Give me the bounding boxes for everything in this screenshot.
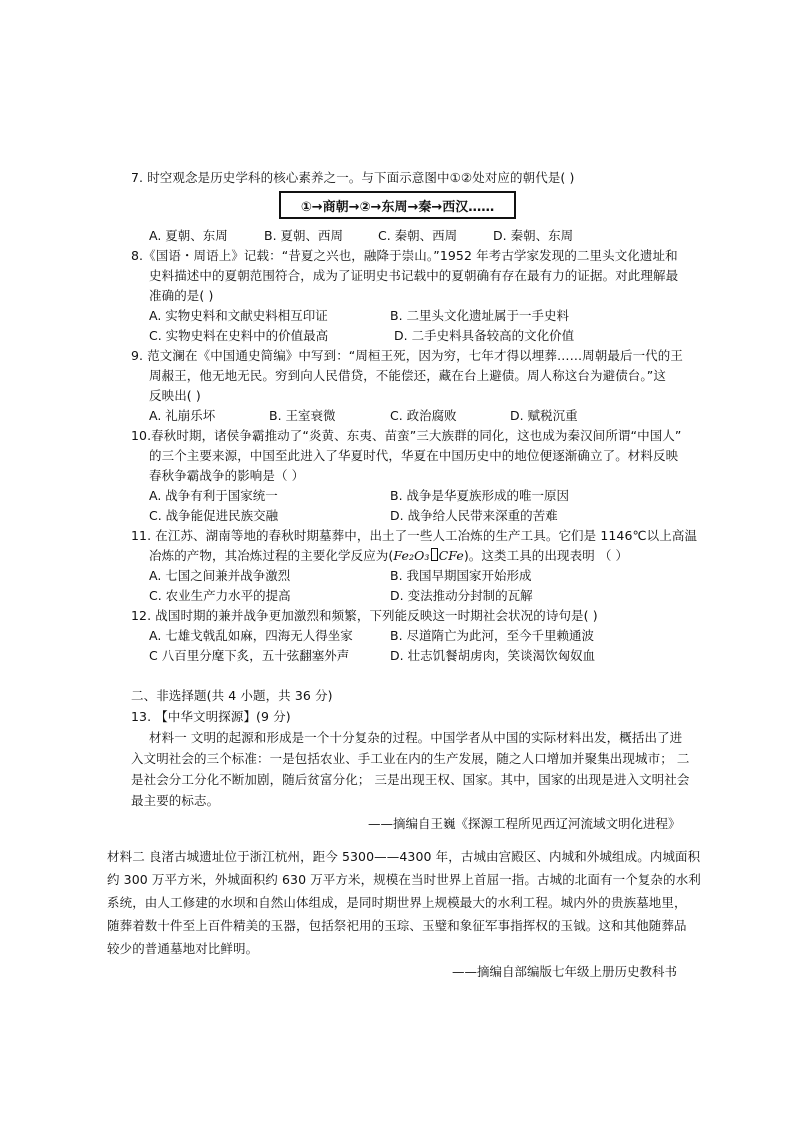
q8-option-c: C. 实物史料在史料中的价值最高: [149, 328, 329, 343]
q10-option-d: D. 战争给人民带来深重的苦难: [390, 508, 558, 523]
section2-title: 二、非选择题(共 4 小题，共 36 分): [131, 688, 333, 703]
material2-line-4: 随葬着数十件至上百件精美的玉器，包括祭祀用的玉琮、玉璧和象征军事指挥权的玉钺。这和其他随葬品: [107, 918, 687, 933]
q9-option-d: D. 赋税沉重: [510, 408, 578, 423]
q10-option-a: A. 战争有利于国家统一: [149, 488, 278, 503]
q7-diagram-box: [279, 191, 516, 219]
q8-line-3: 准确的是( ): [149, 288, 214, 303]
material2-source: ——摘编自部编版七年级上册历史教科书: [452, 964, 678, 979]
q10-option-b: B. 战争是华夏族形成的唯一原因: [390, 488, 570, 503]
q11-formula-b: CFe: [438, 548, 464, 563]
material2-line-2: 约 300 万平方米，外城面积约 630 万平方米，规模在当时世界上首屈一指。古城的北面有一个复杂的水利: [107, 872, 701, 887]
material1-source: ——摘编自王巍《探源工程所见西辽河流域文明化进程》: [368, 816, 681, 831]
q12-option-c: C 八百里分麾下炙，五十弦翻塞外声: [149, 648, 350, 663]
q9-line-3: 反映出( ): [149, 388, 201, 403]
q10-option-c: C. 战争能促进民族交融: [149, 508, 279, 523]
q11-line-1: 11. 在江苏、湖南等地的春秋时期墓葬中，出土了一些人工冶炼的生产工具。它们是 1146℃以上高温: [131, 528, 698, 543]
q11-line-2: [149, 548, 628, 564]
q12-option-a: A. 七雄戈戟乱如麻，四海无人得坐家: [149, 628, 353, 643]
q10-line-3: 春秋争霸战争的影响是（ ）: [149, 468, 305, 483]
q11-reaction-box: [431, 548, 438, 561]
q11-option-d: D. 变法推动分封制的瓦解: [390, 588, 533, 603]
q7-option-a: A. 夏朝、东周: [149, 228, 228, 243]
q8-option-d: D. 二手史料具备较高的文化价值: [394, 328, 575, 343]
q7-diagram-text: ①→商朝→②→东周→秦→西汉……: [300, 199, 495, 215]
material1-line-1: 材料一 文明的起源和形成是一个十分复杂的过程。中国学者从中国的实际材料出发，概括出了进: [149, 730, 683, 745]
material2-line-3: 系统，由人工修建的水坝和自然山体组成，是同时期世界上规模最大的水利工程。城内外的贵族墓地里，: [107, 895, 687, 910]
q12-option-b: B. 尽道隋亡为此河，至今千里赖通波: [390, 628, 595, 643]
q9-option-b: B. 王室衰微: [269, 408, 336, 423]
q11-option-c: C. 农业生产力水平的提高: [149, 588, 291, 603]
material1-line-2: 入文明社会的三个标准：一是包括农业、手工业在内的生产发展，随之人口增加并聚集出现城市； 二: [131, 751, 690, 766]
q11-line-2-prefix: 冶炼的产物，其冶炼过程的主要化学反应为(: [149, 548, 394, 563]
q9-line-1: 9. 范文澜在《中国通史简编》中写到：“周桓王死，因为穷，七年才得以埋葬……周朝最后一代的王: [131, 348, 683, 363]
q9-option-a: A. 礼崩乐坏: [149, 408, 216, 423]
q8-line-1: 8.《国语・周语上》记载：“昔夏之兴也，融降于崇山。”1952 年考古学家发现的二里头文化遗址和: [131, 248, 678, 263]
material2-line-1: 材料二 良渚古城遗址位于浙江杭州，距今 5300——4300 年，古城由宫殿区、内城和外城组成。内城面积: [107, 849, 701, 864]
q10-line-2: 的三个主要来源，中国至此进入了华夏时代，华夏在中国历史中的地位便逐渐确立了。材料反映: [149, 448, 679, 463]
q8-option-b: B. 二里头文化遗址属于一手史料: [390, 308, 570, 323]
material1-line-3: 是社会分工分化不断加剧，随后贫富分化； 三是出现王权、国家。其中，国家的出现是进入文明社会: [131, 772, 690, 787]
q7-stem: 7. 时空观念是历史学科的核心素养之一。与下面示意图中①②处对应的朝代是( ): [131, 170, 575, 185]
q8-option-a: A. 实物史料和文献史料相互印证: [149, 308, 328, 323]
q12-option-d: D. 壮志饥餐胡虏肉，笑谈渴饮匈奴血: [390, 648, 596, 663]
q7-option-d: D. 秦朝、东周: [493, 228, 574, 243]
q13-title: 13. 【中华文明探源】(9 分): [131, 709, 291, 724]
q7-option-c: C. 秦朝、西周: [378, 228, 458, 243]
q11-option-a: A. 七国之间兼并战争激烈: [149, 568, 291, 583]
q9-option-c: C. 政治腐败: [390, 408, 457, 423]
q11-formula-a: Fe₂O₃: [393, 548, 430, 563]
material1-line-4: 最主要的标志。: [131, 793, 220, 808]
q9-line-2: 周赧王，他无地无民。穷到向人民借贷，不能偿还，藏在台上避债。周人称这台为避债台。”这: [149, 368, 666, 383]
material2-line-5: 较少的普通墓地对比鲜明。: [107, 941, 259, 956]
q11-line-2-suffix: )。这类工具的出现表明 （ ）: [463, 548, 629, 563]
q12-stem: 12. 战国时期的兼并战争更加激烈和频繁，下列能反映这一时期社会状况的诗句是( ): [131, 608, 598, 623]
q11-option-b: B. 我国早期国家开始形成: [390, 568, 532, 583]
q10-line-1: 10.春秋时期，诸侯争霸推动了“炎黄、东夷、苗蛮”三大族群的同化，这也成为秦汉间所谓“中国人”: [131, 428, 682, 443]
q8-line-2: 史料描述中的夏朝范围符合，成为了证明史书记载中的夏朝确有存在最有力的证据。对此理解最: [149, 268, 679, 283]
q7-option-b: B. 夏朝、西周: [264, 228, 344, 243]
